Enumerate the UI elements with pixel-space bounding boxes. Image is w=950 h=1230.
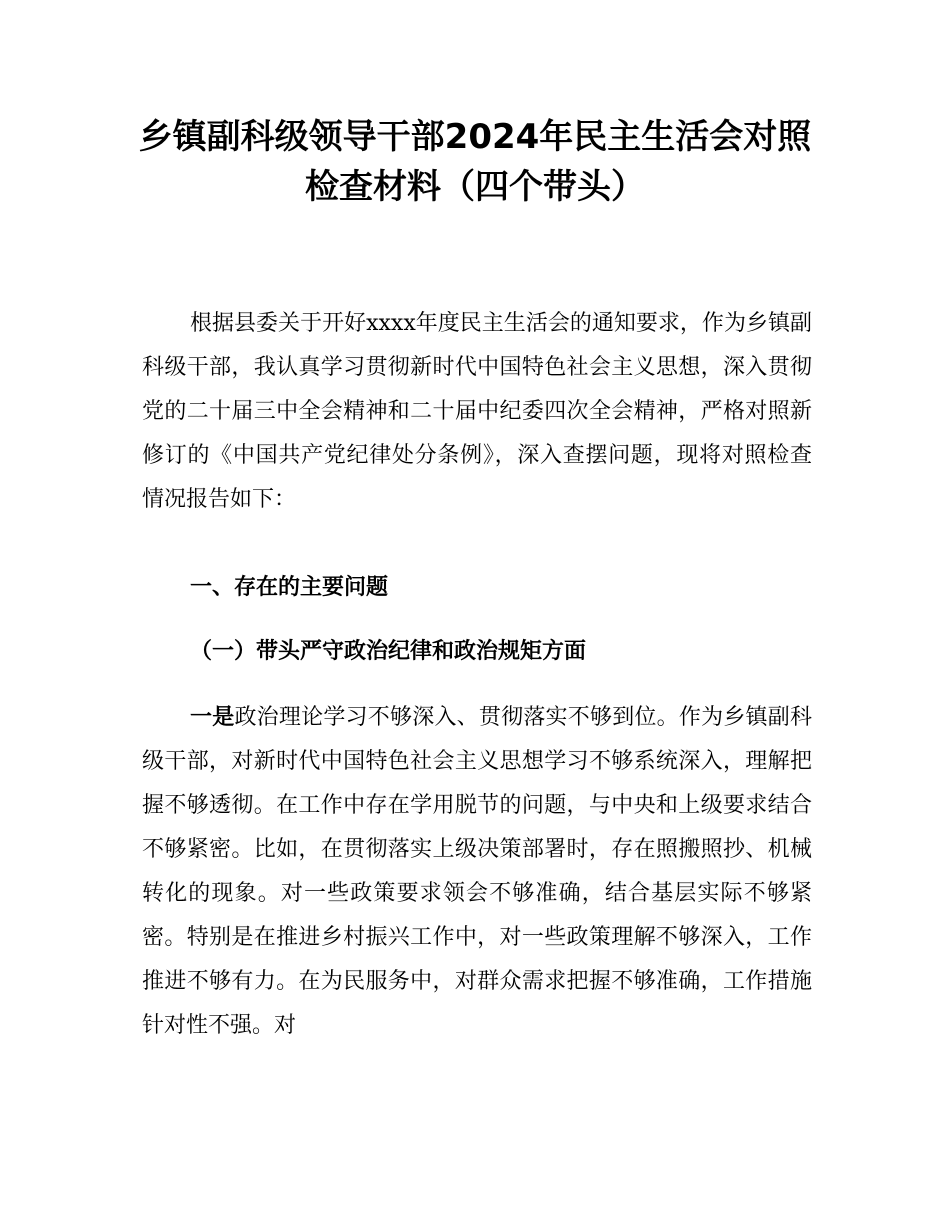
point-one-text: 政治理论学习不够深入、贯彻落实不够到位。作为乡镇副科级干部，对新时代中国特色社会主义思想学习不够系统深入，理解把握不够透彻。在工作中存在学用脱节的问题，与中央和上级要求结合不够紧密。比如，在贯彻落实上级决策部署时，存在照搬照抄、机械转化的现象。对一些政策要求领会不够准确，结合基层实际不够紧密。特别是在推进乡村振兴工作中，对一些政策理解不够深入，工作推进不够有力。在为民服务中，对群众需求把握不够准确，工作措施针对性不强。对 bbox=[142, 705, 812, 1038]
section-heading-problems: 一、存在的主要问题 bbox=[190, 575, 389, 600]
point-one-paragraph bbox=[142, 696, 812, 1048]
subsection-heading-political-discipline: （一）带头严守政治纪律和政治规矩方面 bbox=[190, 639, 587, 664]
document-title bbox=[120, 112, 830, 212]
title-line-2: 检查材料（四个带头） bbox=[305, 167, 645, 207]
intro-paragraph: 根据县委关于开好xxxx年度民主生活会的通知要求，作为乡镇副科级干部，我认真学习贯彻新时代中国特色社会主义思想，深入贯彻党的二十届三中全会精神和二十届中纪委四次全会精神，严格对照新修订的《中国共产党纪律处分条例》，深入查摆问题，现将对照检查情况报告如下： bbox=[142, 311, 812, 512]
point-one-lead: 一是 bbox=[190, 705, 235, 730]
title-line-1: 乡镇副科级领导干部2024年民主生活会对照 bbox=[138, 117, 812, 157]
